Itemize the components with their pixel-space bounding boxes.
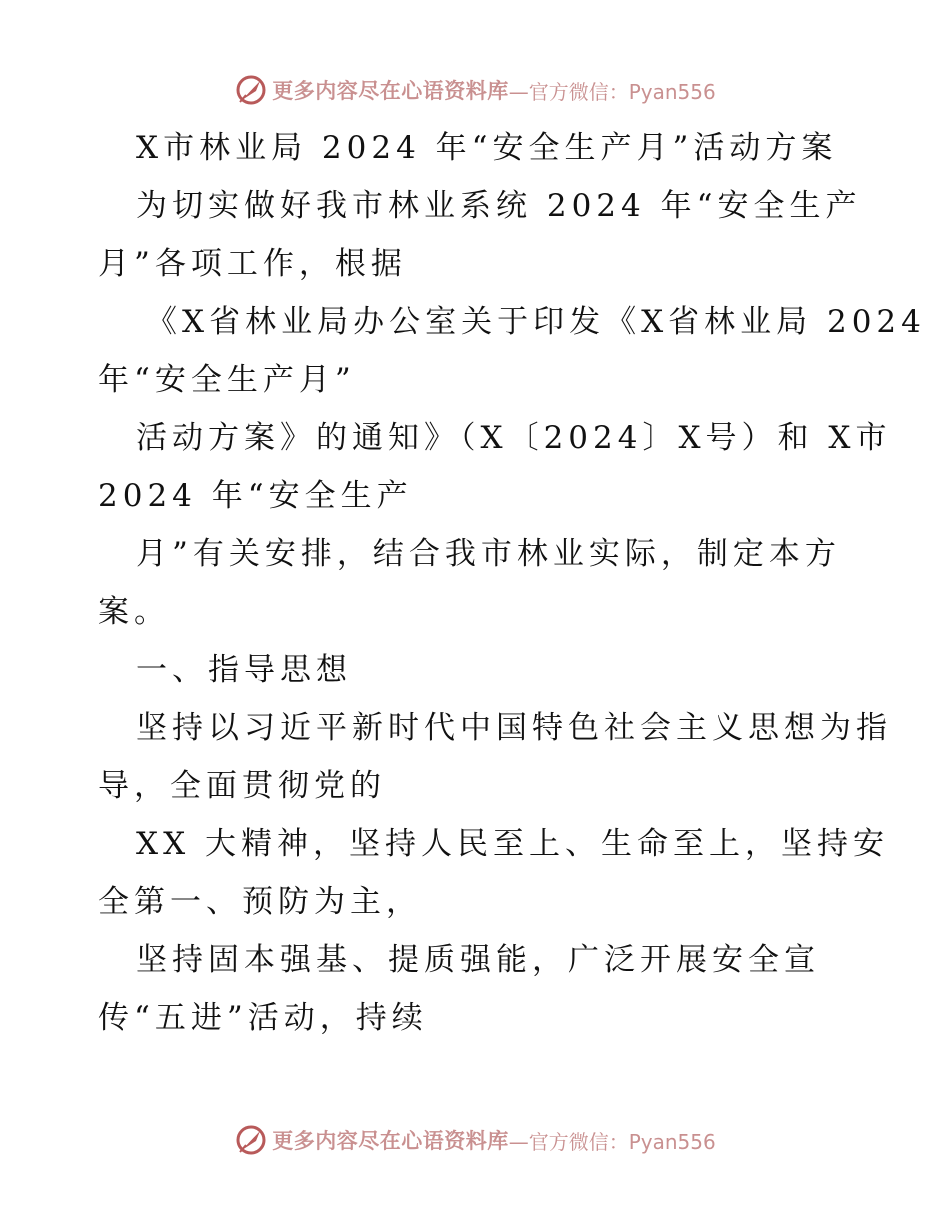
paragraph-line: 全第一、预防为主， [98, 884, 422, 920]
watermark-banner-bottom [0, 1120, 950, 1160]
paragraph-line: 坚持固本强基、提质强能，广泛开展安全宣 [136, 942, 820, 978]
document-title: X市林业局 2024 年“安全生产月”活动方案 [136, 130, 838, 166]
section-heading: 一、指导思想 [136, 652, 352, 688]
paragraph-line: 为切实做好我市林业系统 2024 年“安全生产 [136, 188, 862, 224]
watermark-sub-text: —官方微信：Pyan556 [508, 79, 716, 104]
paragraph-line: 坚持以习近平新时代中国特色社会主义思想为指 [136, 710, 892, 746]
paragraph-line: XX 大精神，坚持人民至上、生命至上，坚持安 [136, 826, 889, 862]
paragraph-line: 传“五进”活动，持续 [98, 1000, 428, 1036]
watermark-banner-top [0, 70, 950, 110]
feather-pen-logo-icon [234, 73, 268, 107]
feather-pen-logo-icon [234, 1123, 268, 1157]
paragraph-line: 活动方案》的通知》（X〔2024〕X号）和 X市 [136, 420, 892, 456]
paragraph-line: 年“安全生产月” [98, 362, 356, 398]
watermark-main-text: 更多内容尽在心语资料库 [272, 79, 509, 103]
watermark-sub-text: —官方微信：Pyan556 [508, 1129, 716, 1154]
watermark-main-text: 更多内容尽在心语资料库 [272, 1129, 509, 1153]
paragraph-line: 月”各项工作，根据 [98, 246, 407, 282]
paragraph-line: 导，全面贯彻党的 [98, 768, 386, 804]
paragraph-line: 月”有关安排，结合我市林业实际，制定本方 [136, 536, 841, 572]
paragraph-line: 2024 年“安全生产 [98, 478, 413, 514]
paragraph-line: 《X省林业局办公室关于印发《X省林业局 2024 [146, 304, 926, 340]
paragraph-line: 案。 [98, 594, 170, 630]
